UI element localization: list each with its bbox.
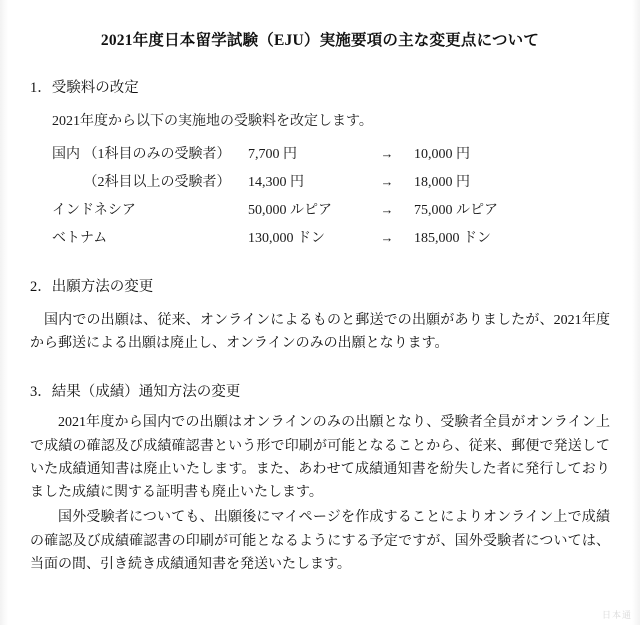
page-title: 2021年度日本留学試験（EJU）実施要項の主な変更点について	[100, 32, 540, 49]
section-2-heading: 2．出願方法の変更	[30, 279, 154, 296]
fee-row-old: 7,700 円	[248, 147, 297, 163]
fee-row-old: 50,000 ルピア	[248, 203, 332, 219]
section-1-intro: 2021年度から以下の実施地の受験料を改定します。	[52, 114, 373, 130]
section-2-paragraph: 国内での出願は、従来、オンラインによるものと郵送での出願がありましたが、2021年度から郵送による出願は廃止し、オンラインのみの出願となります。	[30, 313, 610, 352]
section-application-method	[30, 277, 610, 355]
fee-row-new: 18,000 円	[414, 175, 470, 191]
table-row	[52, 167, 534, 195]
table-row	[52, 223, 534, 251]
fee-row-label: インドネシア	[52, 203, 136, 219]
fee-row-old: 130,000 ドン	[248, 231, 325, 247]
fee-row-new: 75,000 ルピア	[414, 203, 498, 219]
arrow-icon: →	[380, 146, 394, 162]
arrow-icon: →	[380, 230, 394, 246]
fee-row-label: 国内 （1科目のみの受験者）	[52, 147, 231, 163]
table-row	[52, 139, 534, 167]
fee-row-new: 185,000 ドン	[414, 231, 491, 247]
section-3-heading: 3．結果（成績）通知方法の変更	[30, 383, 241, 400]
page-right-edge-shade	[632, 0, 640, 625]
fee-row-label: ベトナム	[52, 231, 108, 247]
section-fee-revision	[30, 78, 610, 252]
fee-table	[52, 139, 534, 251]
arrow-icon: →	[380, 174, 394, 190]
page-left-edge-shade	[0, 0, 8, 625]
fee-row-old: 14,300 円	[248, 175, 304, 191]
fee-row-label: （2科目以上の受験者）	[52, 175, 231, 191]
section-result-notification	[30, 382, 610, 576]
section-3-paragraph-2: 国外受験者についても、出願後にマイページを作成することによりオンライン上で成績の確認及び成績確認書の印刷が可能となるようにする予定ですが、国外受験者については、当面の間、引き続き成績通知書を発送いたします。	[30, 510, 610, 572]
watermark: 日本通	[601, 610, 632, 620]
section-1-heading: 1．受験料の改定	[30, 79, 139, 96]
arrow-icon: →	[380, 202, 394, 218]
table-row	[52, 195, 534, 223]
section-3-paragraph-1: 2021年度から国内での出願はオンラインのみの出願となり、受験者全員がオンライン上で成績の確認及び成績確認書という形で印刷が可能となることから、従来、郵便で発送していた成績通知書は廃止いたします。また、あわせて成績通知書を紛失した者に発行しておりました成績に関する証明書も廃止いたします。	[30, 415, 610, 501]
fee-row-new: 10,000 円	[414, 147, 470, 163]
